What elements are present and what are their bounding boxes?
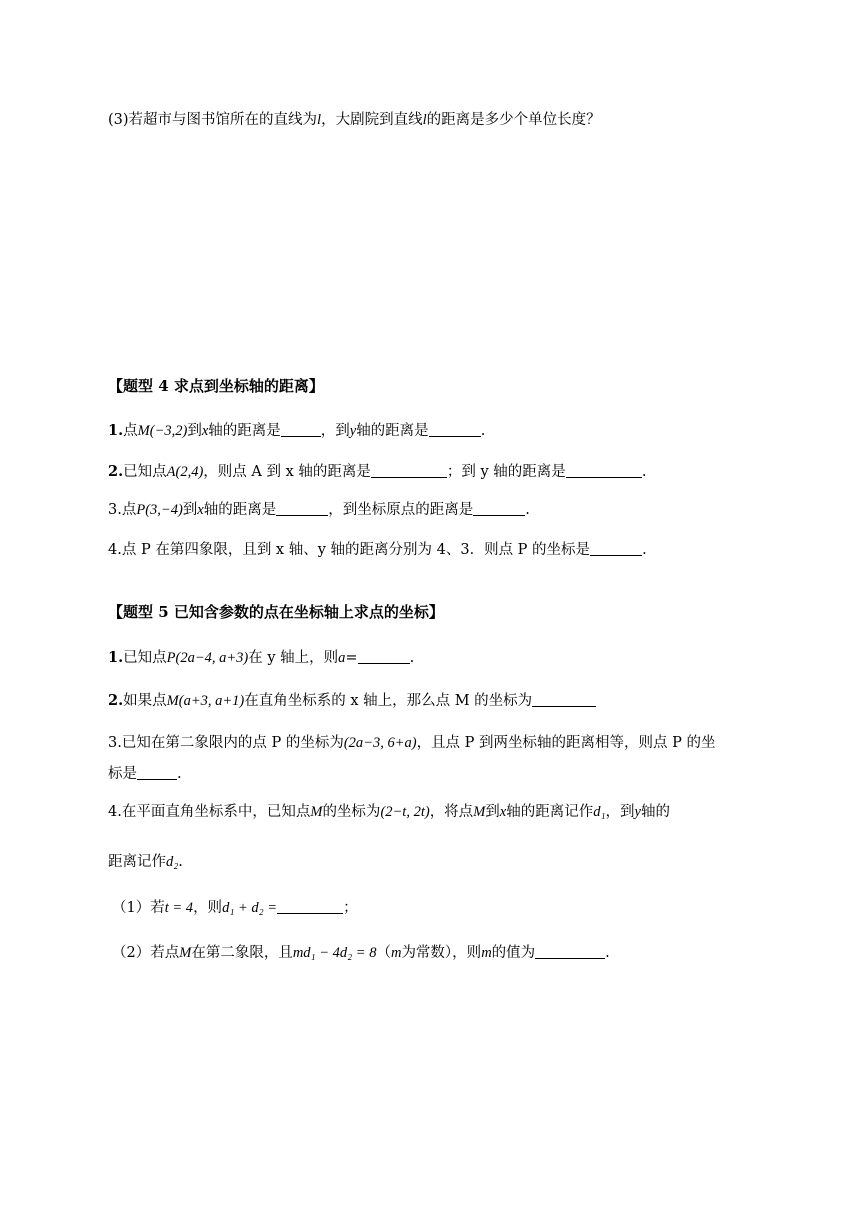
s5-item-3-cont <box>108 763 182 784</box>
s5-sub2-text-d: 为常数），则 <box>401 945 482 961</box>
q3-var-l-2: l <box>422 112 427 128</box>
s5-sub2-blank[interactable] <box>535 942 605 959</box>
s4-item-4-text-a: 点 P 在第四象限，且到 x 轴、y 轴的距离分别为 4、3．则点 P 的坐标是 <box>121 542 591 558</box>
s5-sub2-text-a: （2）若点 <box>112 945 180 961</box>
question-3 <box>108 110 601 130</box>
s5-item-3-blank[interactable] <box>137 763 177 780</box>
s4-item-2-math-coord: (2,4) <box>175 464 204 480</box>
s5-item-4-cont <box>108 852 183 872</box>
s4-item-3-math-x: x <box>197 502 204 518</box>
q3-prefix: (3)若超市与图书馆所在的直线为 <box>108 112 318 128</box>
s4-item-3-num: 3. <box>108 502 122 518</box>
s4-item-1 <box>108 420 485 441</box>
s4-item-1-blank-2[interactable] <box>429 420 481 437</box>
s5-sub2-text-f: . <box>605 945 610 961</box>
s5-item-4-text-b: 的坐标为 <box>322 804 381 820</box>
s5-item-4-math-m2: M <box>473 804 486 820</box>
s5-item-4-num: 4. <box>108 804 122 820</box>
s4-item-3-text-b: 到 <box>182 502 198 518</box>
s5-sub2-math-eq: md₁ − 4d₂ = 8 <box>292 945 377 961</box>
s5-item-1-text-d: . <box>409 650 415 666</box>
q3-suffix: 的距离是多少个单位长度？ <box>426 112 601 128</box>
s5-sub1-math-t: t = 4 <box>164 900 194 916</box>
s4-item-3-text-c: 轴的距离是 <box>203 502 277 518</box>
s4-item-3-text-e: . <box>525 502 530 518</box>
s5-item-1-text-a: 已知点 <box>123 650 167 666</box>
s5-item-2-math-m: M <box>166 693 179 709</box>
s4-item-4 <box>108 539 647 560</box>
s5-item-1 <box>108 647 414 668</box>
s5-item-4-text-f: ，到 <box>605 804 635 820</box>
s5-item-3-math-coord: (2a−3, 6+a) <box>343 735 417 751</box>
s5-sub1-blank[interactable] <box>277 897 343 914</box>
section4-heading: 【题型 4 求点到坐标轴的距离】 <box>108 377 324 395</box>
s5-item-4 <box>108 802 670 822</box>
q3-mid: ，大剧院到直线 <box>321 112 423 128</box>
s4-item-3-text-a: 点 <box>121 502 137 518</box>
s4-item-1-text-a: 点 <box>123 423 138 439</box>
s4-item-2-text-b: ，则点 A 到 x 轴的距离是 <box>203 464 371 480</box>
section5-heading: 【题型 5 已知含参数的点在坐标轴上求点的坐标】 <box>108 603 444 621</box>
s5-item-4-math-y: y <box>634 804 641 820</box>
s5-item-4-math-x: x <box>499 804 507 820</box>
s5-item-2 <box>108 690 596 711</box>
s5-sub2-text-b: 在第二象限，且 <box>191 945 293 961</box>
s5-item-4-text-d: 到 <box>485 804 500 820</box>
s5-item-4-sub-2 <box>112 942 610 963</box>
s5-item-2-text-b: 在直角坐标系的 x 轴上，那么点 M 的坐标为 <box>244 693 533 709</box>
s5-item-3-text-c: 标是 <box>108 766 137 782</box>
s5-sub1-text-c: ； <box>343 900 358 916</box>
s5-sub1-text-a: （1）若 <box>112 900 165 916</box>
s5-item-3-text-a: 已知在第二象限内的点 P 的坐标为 <box>121 735 344 751</box>
s5-item-4-text-i: . <box>178 854 183 870</box>
s5-item-4-text-h: 距离记作 <box>108 854 166 870</box>
s4-item-1-math-y: y <box>349 423 357 439</box>
s4-item-3-blank-1[interactable] <box>276 499 328 516</box>
s4-item-4-text-b: . <box>642 542 647 558</box>
s4-item-2-text-c: ；到 y 轴的距离是 <box>446 464 566 480</box>
s4-item-2-text-a: 已知点 <box>123 464 167 480</box>
s5-item-4-text-g: 轴的 <box>640 804 670 820</box>
s4-item-2-blank-1[interactable] <box>371 461 447 478</box>
s5-item-1-text-b: 在 y 轴上，则 <box>248 650 339 666</box>
s5-sub2-math-m3: m <box>481 945 492 961</box>
s4-item-3 <box>108 499 530 520</box>
s5-item-1-num: 1. <box>108 649 124 666</box>
s4-item-2-blank-2[interactable] <box>566 461 642 478</box>
s4-item-1-math-x: x <box>201 423 209 439</box>
s4-item-1-num: 1. <box>108 422 124 439</box>
s4-item-3-text-d: ，到坐标原点的距离是 <box>328 502 474 518</box>
s5-item-1-math-coord: (2a−4, a+3) <box>175 650 249 666</box>
s5-item-4-math-coord: (2−t, 2t) <box>380 804 430 820</box>
s4-item-2-text-d: . <box>641 464 647 480</box>
s5-item-4-math-d1: d₁ <box>593 804 606 820</box>
s5-sub2-math-m2: m <box>390 945 402 961</box>
s5-item-1-math-a: a <box>338 650 346 666</box>
s4-item-2-math-a: A <box>166 464 176 480</box>
s5-item-3-num: 3. <box>108 735 122 751</box>
q3-var-l: l <box>317 112 322 128</box>
s5-sub1-text-b: ，则 <box>193 900 223 916</box>
s4-item-1-text-b: 到 <box>187 423 202 439</box>
s5-sub1-math-sum: d₁ + d₂ = <box>222 900 278 916</box>
s5-item-1-blank[interactable] <box>358 647 410 664</box>
s5-sub2-text-e: 的值为 <box>491 945 536 961</box>
s4-item-3-blank-2[interactable] <box>473 499 525 516</box>
s5-sub2-text-c: （ <box>376 945 391 961</box>
s4-item-2-num: 2. <box>108 463 124 480</box>
s4-item-1-math-m: M <box>137 423 150 439</box>
s5-item-2-num: 2. <box>108 692 124 709</box>
s4-item-3-math-coord: (3,−4) <box>145 502 183 518</box>
s4-item-1-text-d: ，到 <box>320 423 350 439</box>
s4-item-1-text-f: . <box>480 423 486 439</box>
s5-item-1-text-c: = <box>345 650 358 666</box>
s5-item-2-text-a: 如果点 <box>123 693 167 709</box>
s4-item-4-blank[interactable] <box>590 539 642 556</box>
s4-item-1-math-coord: (−3,2) <box>149 423 188 439</box>
s5-item-4-math-d2: d₂ <box>166 854 179 870</box>
s5-item-2-math-coord: (a+3, a+1) <box>178 693 245 709</box>
s5-item-3-text-d: . <box>177 766 182 782</box>
s5-item-4-text-c: ，将点 <box>429 804 474 820</box>
s4-item-1-text-c: 轴的距离是 <box>208 423 281 439</box>
s5-sub2-math-m: M <box>179 945 192 961</box>
s5-item-4-text-e: 轴的距离记作 <box>506 804 594 820</box>
s4-item-3-math-p: P <box>136 502 146 518</box>
s5-item-3-text-b: ，且点 P 到两坐标轴的距离相等，则点 P 的坐 <box>416 735 716 751</box>
s4-item-4-num: 4. <box>108 542 122 558</box>
s5-item-4-sub-1 <box>112 897 358 918</box>
s4-item-1-blank-1[interactable] <box>281 420 321 437</box>
s4-item-1-text-e: 轴的距离是 <box>356 423 429 439</box>
s5-item-4-math-m: M <box>310 804 323 820</box>
s5-item-4-text-a: 在平面直角坐标系中，已知点 <box>121 804 311 820</box>
s5-item-1-math-p: P <box>166 650 176 666</box>
s5-item-2-blank[interactable] <box>532 690 596 707</box>
s4-item-2 <box>108 461 646 482</box>
s5-item-3 <box>108 733 716 753</box>
